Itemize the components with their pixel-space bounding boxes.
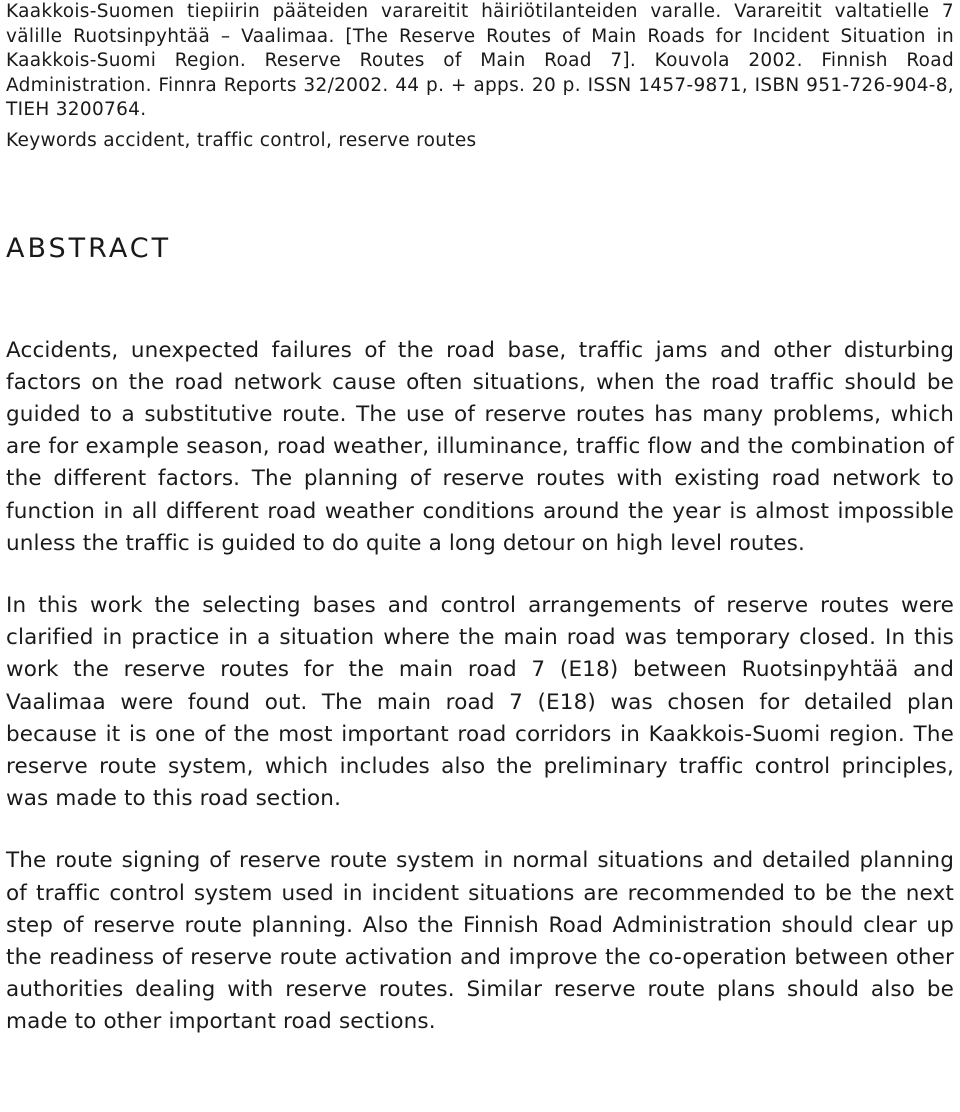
abstract-paragraph-1: Accidents, unexpected failures of the road base, traffic jams and other disturbing factors on the road network cause often situations, when the road traffic should be guided to a substitutive route. The use of reserve routes has many problems, which are for example season, road weather, illuminance, traffic flow and the combination of the different factors. The planning of reserve routes with existing road network to function in all different road weather conditions around the year is almost impossible unless the traffic is guided to do quite a long detour on high level routes. bbox=[6, 337, 954, 556]
document-page bbox=[6, 0, 954, 1039]
abstract-body bbox=[6, 335, 954, 1039]
abstract-paragraph-3: The route signing of reserve route system in normal situations and detailed planning of traffic control system used in incident situations are recommended to be the next step of reserve route planning. Also the Finnish Road Administration should clear up the readiness of reserve route activation and improve the co-operation between other authorities dealing with reserve routes. Similar reserve route plans should also be made to other important road sections. bbox=[6, 848, 954, 1035]
keywords-line: Keywords accident, traffic control, reserve routes bbox=[6, 129, 477, 151]
abstract-heading: ABSTRACT bbox=[6, 232, 172, 264]
bibliographic-citation: Kaakkois-Suomen tiepiirin pääteiden varareitit häiriötilanteiden varalle. Varareitit valtatielle 7 välille Ruotsinpyhtää – Vaalimaa. [The Reserve Routes of Main Roads for Incident Situation in Kaakkois-Suomi Region. Reserve Routes of Main Road 7]. Kouvola 2002. Finnish Road Administration. Finnra Reports 32/2002. 44 p. + apps. 20 p. ISSN 1457-9871, ISBN 951-726-904-8, TIEH 3200764. bbox=[6, 1, 954, 120]
abstract-paragraph-2: In this work the selecting bases and control arrangements of reserve routes were clarified in practice in a situation where the main road was temporary closed. In this work the reserve routes for the main road 7 (E18) between Ruotsinpyhtää and Vaalimaa were found out. The main road 7 (E18) was chosen for detailed plan because it is one of the most important road corridors in Kaakkois-Suomi region. The reserve route system, which includes also the preliminary traffic control principles, was made to this road section. bbox=[6, 592, 954, 812]
